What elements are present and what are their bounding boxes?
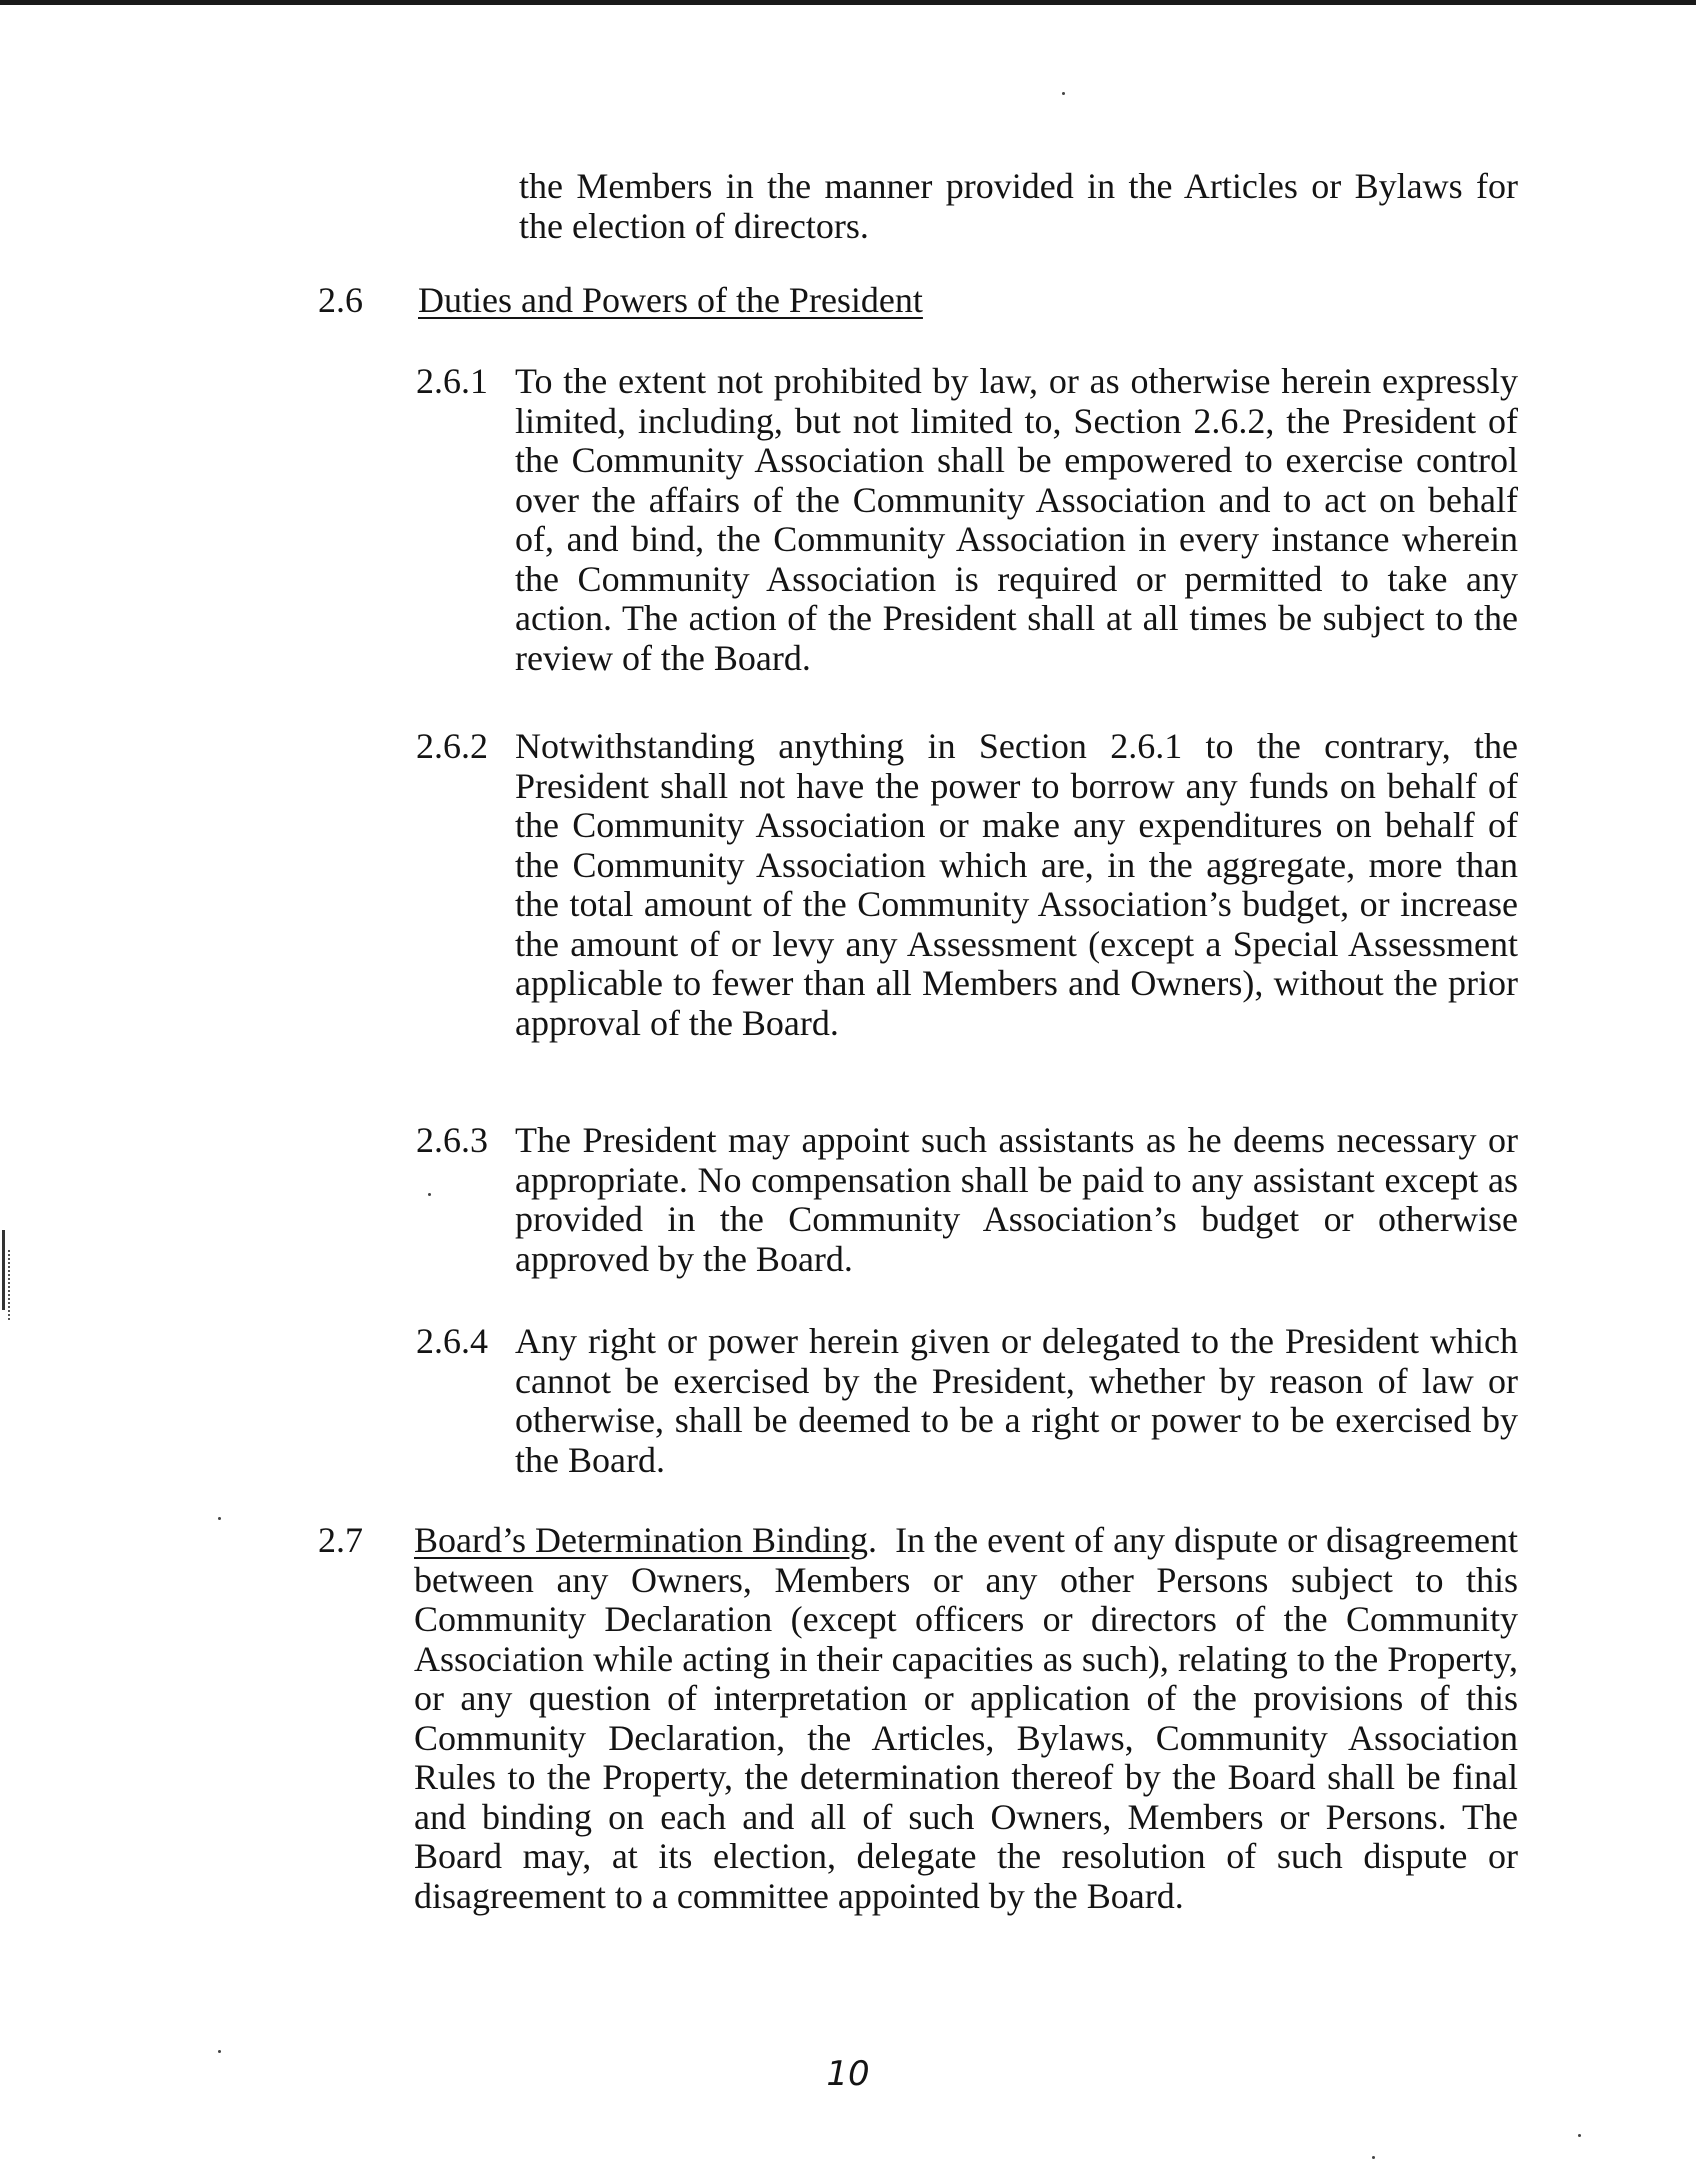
scan-speck <box>1062 92 1065 95</box>
subsection-2-6-3-number: 2.6.3 <box>416 1120 488 1160</box>
section-2-7-heading: Board’s Determination Binding <box>414 1520 868 1560</box>
scan-speck <box>1578 2134 1581 2137</box>
page-number: 10 <box>826 2054 870 2094</box>
scan-margin-mark-dotted <box>8 1250 12 1320</box>
scan-margin-mark <box>2 1230 5 1310</box>
section-2-6-heading: Duties and Powers of the President <box>418 280 923 320</box>
scan-speck <box>1372 2156 1375 2159</box>
scan-speck <box>428 1193 431 1196</box>
continuation-paragraph: the Members in the manner provided in the Articles or Bylaws for the election of directors. <box>519 166 1518 246</box>
subsection-2-6-2-text: Notwithstanding anything in Section 2.6.1 to the contrary, the President shall not have the power to borrow any funds on behalf of the Community Association or make any expenditures on behalf of the Community Association which are, in the aggregate, more than the total amount of the Community Association’s budget, or increase the amount of or levy any Assessment (except a Special Assessment applicable to fewer than all Members and Owners), without the prior approval of the Board. <box>515 726 1518 1043</box>
subsection-2-6-4-number: 2.6.4 <box>416 1321 488 1361</box>
subsection-2-6-1-text: To the extent not prohibited by law, or as otherwise herein expressly limited, including, but not limited to, Section 2.6.2, the President of the Community Association shall be empowered to exercise control over the affairs of the Community Association and to act on behalf of, and bind, the Community Association in every instance wherein the Community Association is required or permitted to take any action. The action of the President shall at all times be subject to the review of the Board. <box>515 361 1518 678</box>
section-2-6-number: 2.6 <box>318 280 363 320</box>
scan-top-border <box>0 0 1696 5</box>
subsection-2-6-2-number: 2.6.2 <box>416 726 488 766</box>
subsection-2-6-3-text: The President may appoint such assistants as he deems necessary or appropriate. No compensation shall be paid to any assistant except as provided in the Community Association’s budget or otherwise approved by the Board. <box>515 1120 1518 1279</box>
section-2-7-number: 2.7 <box>318 1520 363 1560</box>
section-2-7-text: In the event of any dispute or disagreement between any Owners, Members or any other Persons subject to this Community Declaration (except officers or directors of the Community Association while acting in their capacities as such), relating to the Property, or any question of interpretation or application of the provisions of this Community Declaration, the Articles, Bylaws, Community Association Rules to the Property, the determination thereof by the Board shall be final and binding on each and all of such Owners, Members or Persons. The Board may, at its election, delegate the resolution of such dispute or disagreement to a committee appointed by the Board. <box>414 1520 1519 1916</box>
section-2-7-heading-punct: . <box>868 1520 877 1560</box>
section-2-7-paragraph <box>414 1521 1518 1916</box>
subsection-2-6-4-text: Any right or power herein given or delegated to the President which cannot be exercised by the President, whether by reason of law or otherwise, shall be deemed to be a right or power to be exercised by the Board. <box>515 1321 1518 1480</box>
scan-speck <box>218 1517 221 1520</box>
subsection-2-6-1-number: 2.6.1 <box>416 361 488 401</box>
scan-speck <box>218 2050 221 2053</box>
